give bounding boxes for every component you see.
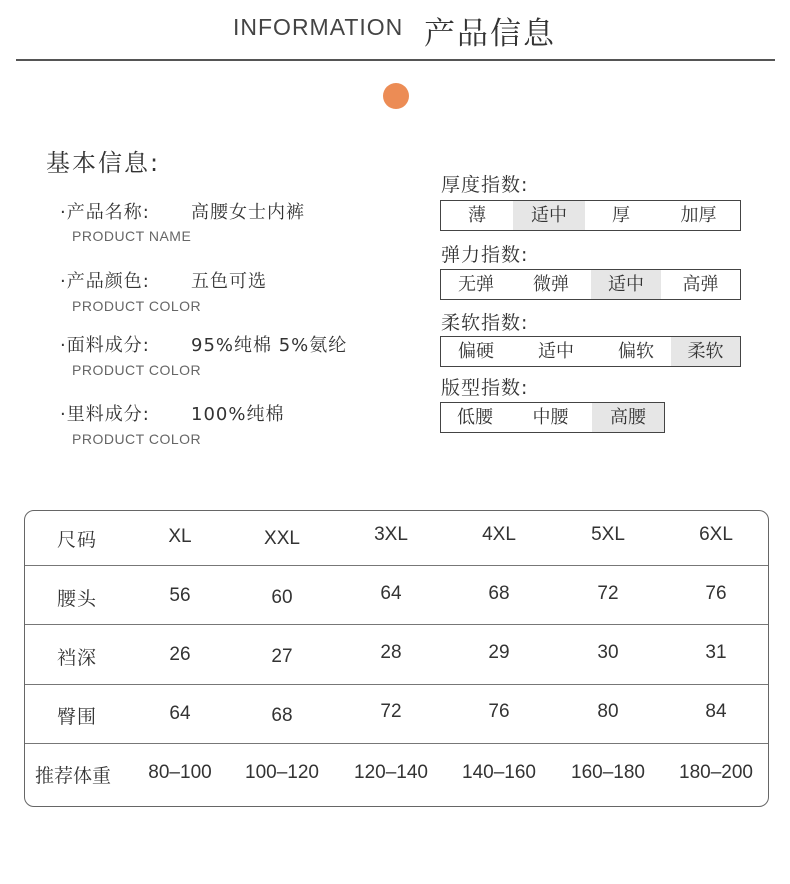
table-divider (25, 743, 768, 744)
table-cell: 4XL (482, 524, 516, 545)
table-cell: 64 (169, 703, 191, 724)
product-name-en: PRODUCT NAME (72, 228, 192, 244)
softness-index-scale (440, 336, 741, 367)
lining-value: 100%纯棉 (191, 404, 285, 425)
table-cell: 76 (705, 583, 727, 604)
product-color-value: 五色可选 (191, 271, 267, 292)
thickness-option-selected: 适中 (513, 201, 585, 230)
table-cell: 31 (705, 642, 727, 663)
elasticity-option: 无弹 (458, 274, 494, 295)
table-cell: 76 (488, 701, 510, 722)
softness-option: 适中 (538, 341, 574, 362)
table-divider (25, 624, 768, 625)
thickness-option: 薄 (468, 205, 486, 226)
table-cell: 68 (271, 705, 293, 726)
softness-index-title: 柔软指数: (441, 312, 529, 334)
elasticity-index-title: 弹力指数: (441, 244, 529, 266)
table-cell: 100–120 (245, 762, 319, 783)
table-cell: 64 (380, 583, 402, 604)
table-cell: 26 (169, 644, 191, 665)
fit-index-title: 版型指数: (441, 377, 529, 399)
header-title-cn: 产品信息 (424, 16, 556, 52)
table-cell: 140–160 (462, 762, 536, 783)
thickness-index-title: 厚度指数: (441, 174, 529, 196)
table-cell: 72 (380, 701, 402, 722)
table-cell: 56 (169, 585, 191, 606)
fabric-label: ·面料成分: (60, 335, 150, 356)
elasticity-option: 高弹 (682, 274, 719, 295)
table-cell: 27 (271, 646, 293, 667)
softness-option: 偏硬 (458, 341, 494, 362)
table-cell: 29 (488, 642, 510, 663)
fabric-en: PRODUCT COLOR (72, 362, 202, 378)
row-head-waist: 腰头 (57, 588, 98, 610)
basic-info-title: 基本信息: (46, 149, 161, 177)
table-cell: 68 (488, 583, 510, 604)
header-divider (16, 59, 775, 61)
row-head-hip: 臀围 (57, 706, 98, 728)
fit-index-scale (440, 402, 665, 433)
thickness-index-scale (440, 200, 741, 231)
table-cell: 30 (597, 642, 619, 663)
table-cell: 160–180 (571, 762, 645, 783)
table-cell: 84 (705, 701, 727, 722)
thickness-option: 加厚 (680, 205, 717, 226)
table-cell: 72 (597, 583, 619, 604)
row-head-size: 尺码 (57, 529, 98, 551)
row-head-rise: 裆深 (57, 647, 98, 669)
header-title-en: INFORMATION (233, 14, 404, 40)
table-cell: 5XL (591, 524, 625, 545)
fit-option: 中腰 (532, 407, 569, 428)
fit-option-selected: 高腰 (592, 403, 664, 432)
accent-dot-icon (383, 83, 409, 109)
elasticity-option: 微弹 (533, 274, 569, 295)
table-divider (25, 684, 768, 685)
product-color-en: PRODUCT COLOR (72, 298, 202, 314)
table-cell: 180–200 (679, 762, 753, 783)
table-cell: XL (168, 526, 192, 547)
table-cell: 3XL (374, 524, 408, 545)
table-cell: 6XL (699, 524, 733, 545)
thickness-option: 厚 (612, 205, 630, 226)
table-cell: 120–140 (354, 762, 428, 783)
lining-en: PRODUCT COLOR (72, 431, 202, 447)
product-name-label: ·产品名称: (60, 202, 150, 223)
product-name-value: 高腰女士内裤 (191, 202, 305, 223)
elasticity-index-scale (440, 269, 741, 300)
softness-option: 偏软 (618, 341, 654, 362)
lining-label: ·里料成分: (60, 404, 150, 425)
table-cell: 28 (380, 642, 402, 663)
product-color-label: ·产品颜色: (60, 271, 150, 292)
table-cell: 60 (271, 587, 293, 608)
table-divider (25, 565, 768, 566)
fit-option: 低腰 (457, 407, 493, 428)
fabric-value: 95%纯棉 5%氨纶 (191, 335, 348, 356)
table-cell: XXL (264, 528, 300, 549)
table-cell: 80–100 (148, 762, 212, 783)
softness-option-selected: 柔软 (671, 337, 740, 366)
table-cell: 80 (597, 701, 619, 722)
row-head-weight: 推荐体重 (35, 765, 112, 787)
elasticity-option-selected: 适中 (591, 270, 661, 299)
